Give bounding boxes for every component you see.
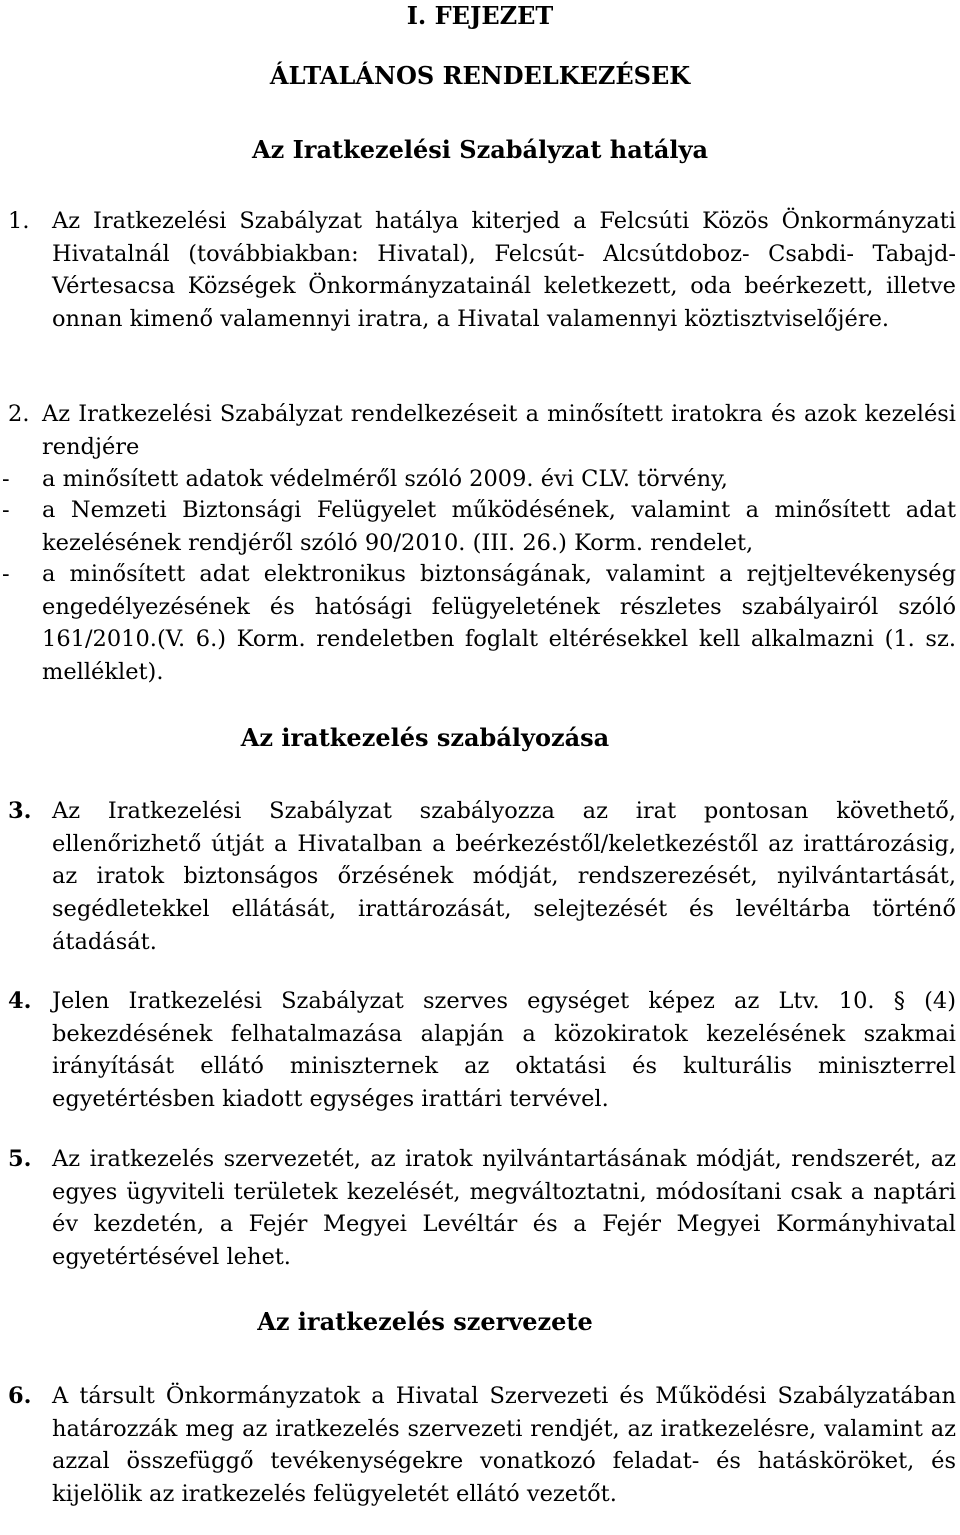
paragraph-4: Jelen Iratkezelési Szabályzat szerves egységet képez az Ltv. 10. § (4) bekezdésének felhatalmazása alapján a közokiratok kezelésének szakmai irányítását ellátó miniszternek az oktatási és kulturális miniszterrel egyetértésben kiadott egységes irattári tervével. — [52, 988, 956, 1113]
paragraph-number-2: 2. — [8, 401, 30, 427]
list-dash-3: - — [2, 561, 10, 587]
paragraph-number-3: 3. — [8, 798, 32, 824]
section-heading-organization: Az iratkezelés szervezete — [257, 1307, 593, 1336]
list-item-3: a minősített adat elektronikus biztonságának, valamint a rejtjeltevékenység engedélyezésének és hatósági felügyeletének részletes szabályairól szóló 161/2010.(V. 6.) Korm. rendeletben foglalt eltérésekkel kell alkalmazni (1. sz. melléklet). — [42, 561, 956, 686]
paragraph-number-6: 6. — [8, 1383, 32, 1409]
paragraph-number-4: 4. — [8, 988, 32, 1014]
paragraph-5: Az iratkezelés szervezetét, az iratok nyilvántartásának módját, rendszerét, az egyes ügyviteli területek kezelését, megváltoztatni, módosítani csak a naptári év kezdetén, a Fejér Megyei Levéltár és a Fejér Megyei Kormányhivatal egyetértésével lehet. — [52, 1146, 956, 1271]
paragraph-6: A társult Önkormányzatok a Hivatal Szervezeti és Működési Szabályzatában határozzák meg az iratkezelés szervezeti rendjét, az iratkezelésre, valamint az azzal összefüggő tevékenységekre vonatkozó feladat- és hatásköröket, és kijelölik az iratkezelés felügyeletét ellátó vezetőt. — [52, 1383, 956, 1508]
chapter-subtitle: ÁLTALÁNOS RENDELKEZÉSEK — [269, 61, 691, 90]
paragraph-number-1: 1. — [8, 208, 30, 234]
paragraph-number-5: 5. — [8, 1146, 32, 1172]
section-heading-scope: Az Iratkezelési Szabályzat hatálya — [251, 135, 709, 164]
paragraph-1: Az Iratkezelési Szabályzat hatálya kiterjed a Felcsúti Közös Önkormányzati Hivatalnál (továbbiakban: Hivatal), Felcsút- Alcsútdoboz- Csabdi- Tabajd- Vértesacsa Községek Önkormányzatainál keletkezett, oda beérkezett, illetve onnan kimenő valamennyi iratra, a Hivatal valamennyi köztisztviselőjére. — [52, 208, 956, 333]
paragraph-3: Az Iratkezelési Szabályzat szabályozza az irat pontosan követhető, ellenőrizhető útját a Hivatalban a beérkezéstől/keletkezéstől az irattározásig, az iratok biztonságos őrzésének módját, rendszerezését, nyilvántartását, segédletekkel ellátását, irattározását, selejtezését és levéltárba történő átadását. — [52, 798, 956, 955]
list-item-1: a minősített adatok védelméről szóló 2009. évi CLV. törvény, — [42, 466, 728, 492]
list-item-2: a Nemzeti Biztonsági Felügyelet működésének, valamint a minősített adat kezelésének rendjéről szóló 90/2010. (III. 26.) Korm. rendelet, — [42, 497, 956, 556]
list-dash-2: - — [2, 497, 10, 523]
section-heading-regulation: Az iratkezelés szabályozása — [240, 723, 610, 752]
list-dash-1: - — [2, 466, 10, 492]
chapter-title: I. FEJEZET — [406, 1, 554, 30]
paragraph-2: Az Iratkezelési Szabályzat rendelkezéseit a minősített iratokra és azok kezelési rendjére — [42, 401, 956, 460]
